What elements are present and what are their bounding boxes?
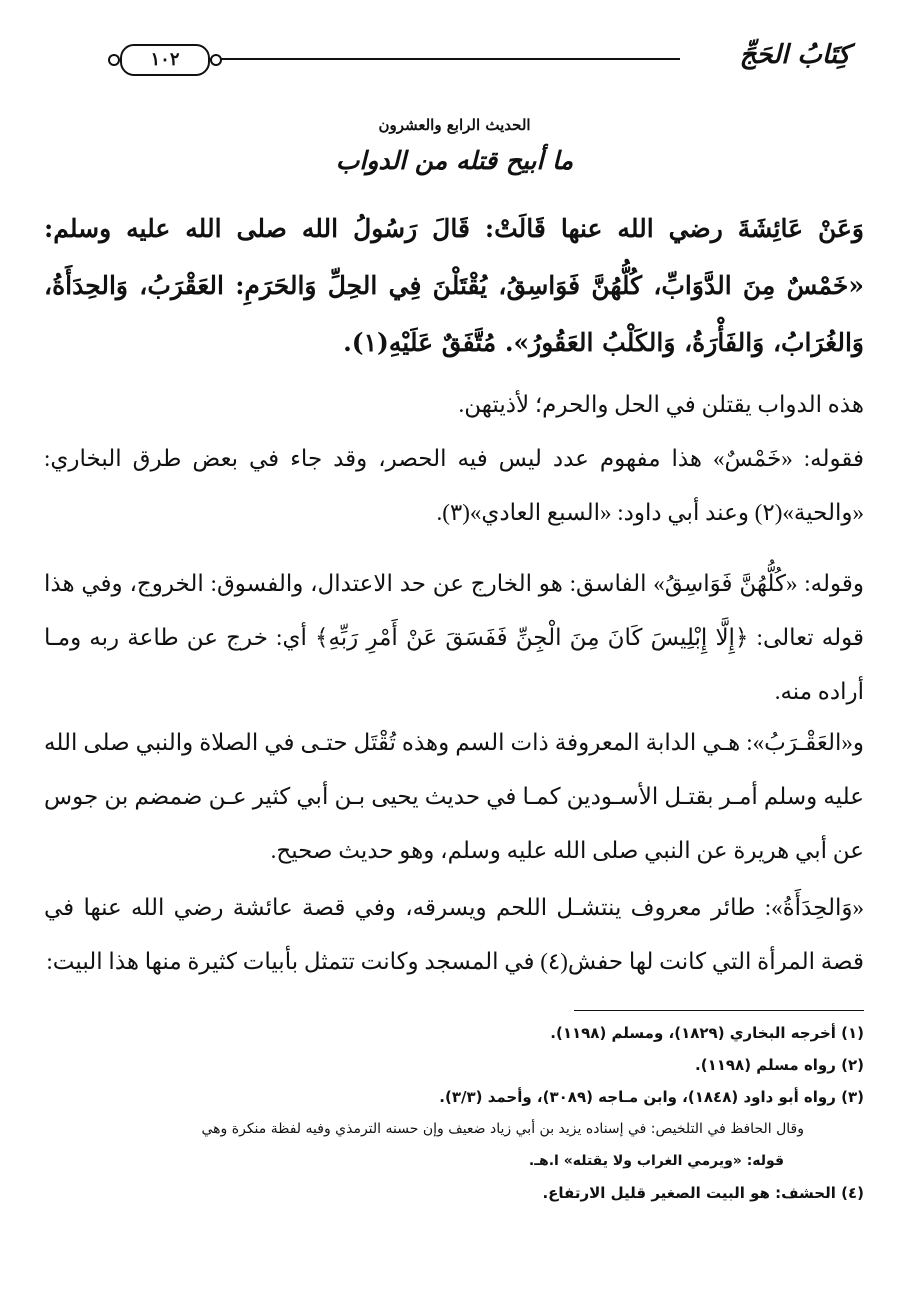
hadith-text: وَعَنْ عَائِشَةَ رضي الله عنها قَالَتْ: قَالَ رَسُولُ الله صلى الله عليه وسلم: «خَمْسٌ مِنَ الدَّوَابِّ، كُلُّهُنَّ فَوَاسِقُ، يُقْتَلْنَ فِي الحِلِّ وَالحَرَمِ: العَقْرَبُ، وَالحِدَأَةُ، وَالغُرَابُ، وَالفَأْرَةُ، وَالكَلْبُ العَقُورُ». مُتَّفَقٌ عَلَيْهِ(١). [44,214,864,357]
commentary-paragraph-5: «وَالحِدَأَةُ»: طائر معروف ينتشـل اللحم ويسرقه، وفي قصة عائشة رضي الله عنها في قصة المرأة التي كانت لها حفش(٤) في المسجد وكانت تتمثل بأبيات كثيرة منها هذا البيت: [44,895,864,974]
footnote-4: (٤) الحشف: هو البيت الصغير قليل الارتفاع. [542,1184,864,1202]
footnote-3-comment: وقال الحافظ في التلخيص: في إسناده يزيد بن أبي زياد ضعيف وإن حسنه الترمذي وفيه لفظة منكرة وهي [201,1121,804,1137]
footnote-separator [574,1010,864,1011]
footnotes [44,1017,864,1209]
page-number: ١٠٢ [120,44,210,76]
footnote-3: (٣) رواه أبو داود (١٨٤٨)، وابن مـاجه (٣٠٨٩)، وأحمد (٣/٣). [439,1088,864,1106]
book-title: كِتَابُ الحَجِّ [739,40,850,70]
header-rule [208,58,680,60]
footnote-3-continuation: قوله: «ويرمي الغراب ولا يقتله» ا.هـ. [528,1153,784,1169]
commentary-paragraph-3: وقوله: «كُلُّهُنَّ فَوَاسِقُ» الفاسق: هو الخارج عن حد الاعتدال، والفسوق: الخروج، وفي هذا قوله تعالى: ﴿إِلَّا إِبْلِيسَ كَانَ مِنَ الْجِنِّ فَفَسَقَ عَنْ أَمْرِ رَبِّهِ﴾ أي: خرج عن طاعة ربه ومـا أراده منه. [44,571,864,704]
footnote-1: (١) أخرجه البخاري (١٨٢٩)، ومسلم (١١٩٨). [550,1024,864,1042]
commentary-paragraph-1: هذه الدواب يقتلن في الحل والحرم؛ لأذيتهن. [458,392,864,417]
running-header [60,38,850,78]
commentary-paragraph-2: فقوله: «خَمْسٌ» هذا مفهوم عدد ليس فيه الحصر، وقد جاء في بعض طرق البخاري: «والحية»(٢) وعند أبي داود: «السبع العادي»(٣). [44,446,864,525]
commentary-paragraph-4: و«العَقْـرَبُ»: هـي الدابة المعروفة ذات السم وهذه تُقْتَل حتـى في الصلاة والنبي صلى الله عليه وسلم أمـر بقتـل الأسـودين كمـا في حديث يحيى بـن أبي كثير عـن ضمضم بن جوس عن أبي هريرة عن النبي صلى الله عليه وسلم، وهو حديث صحيح. [44,730,864,863]
footnote-2: (٢) رواه مسلم (١١٩٨). [695,1056,864,1074]
hadith-title: ما أبيح قتله من الدواب [335,146,574,175]
hadith-number: الحديث الرابع والعشرون [378,116,531,134]
